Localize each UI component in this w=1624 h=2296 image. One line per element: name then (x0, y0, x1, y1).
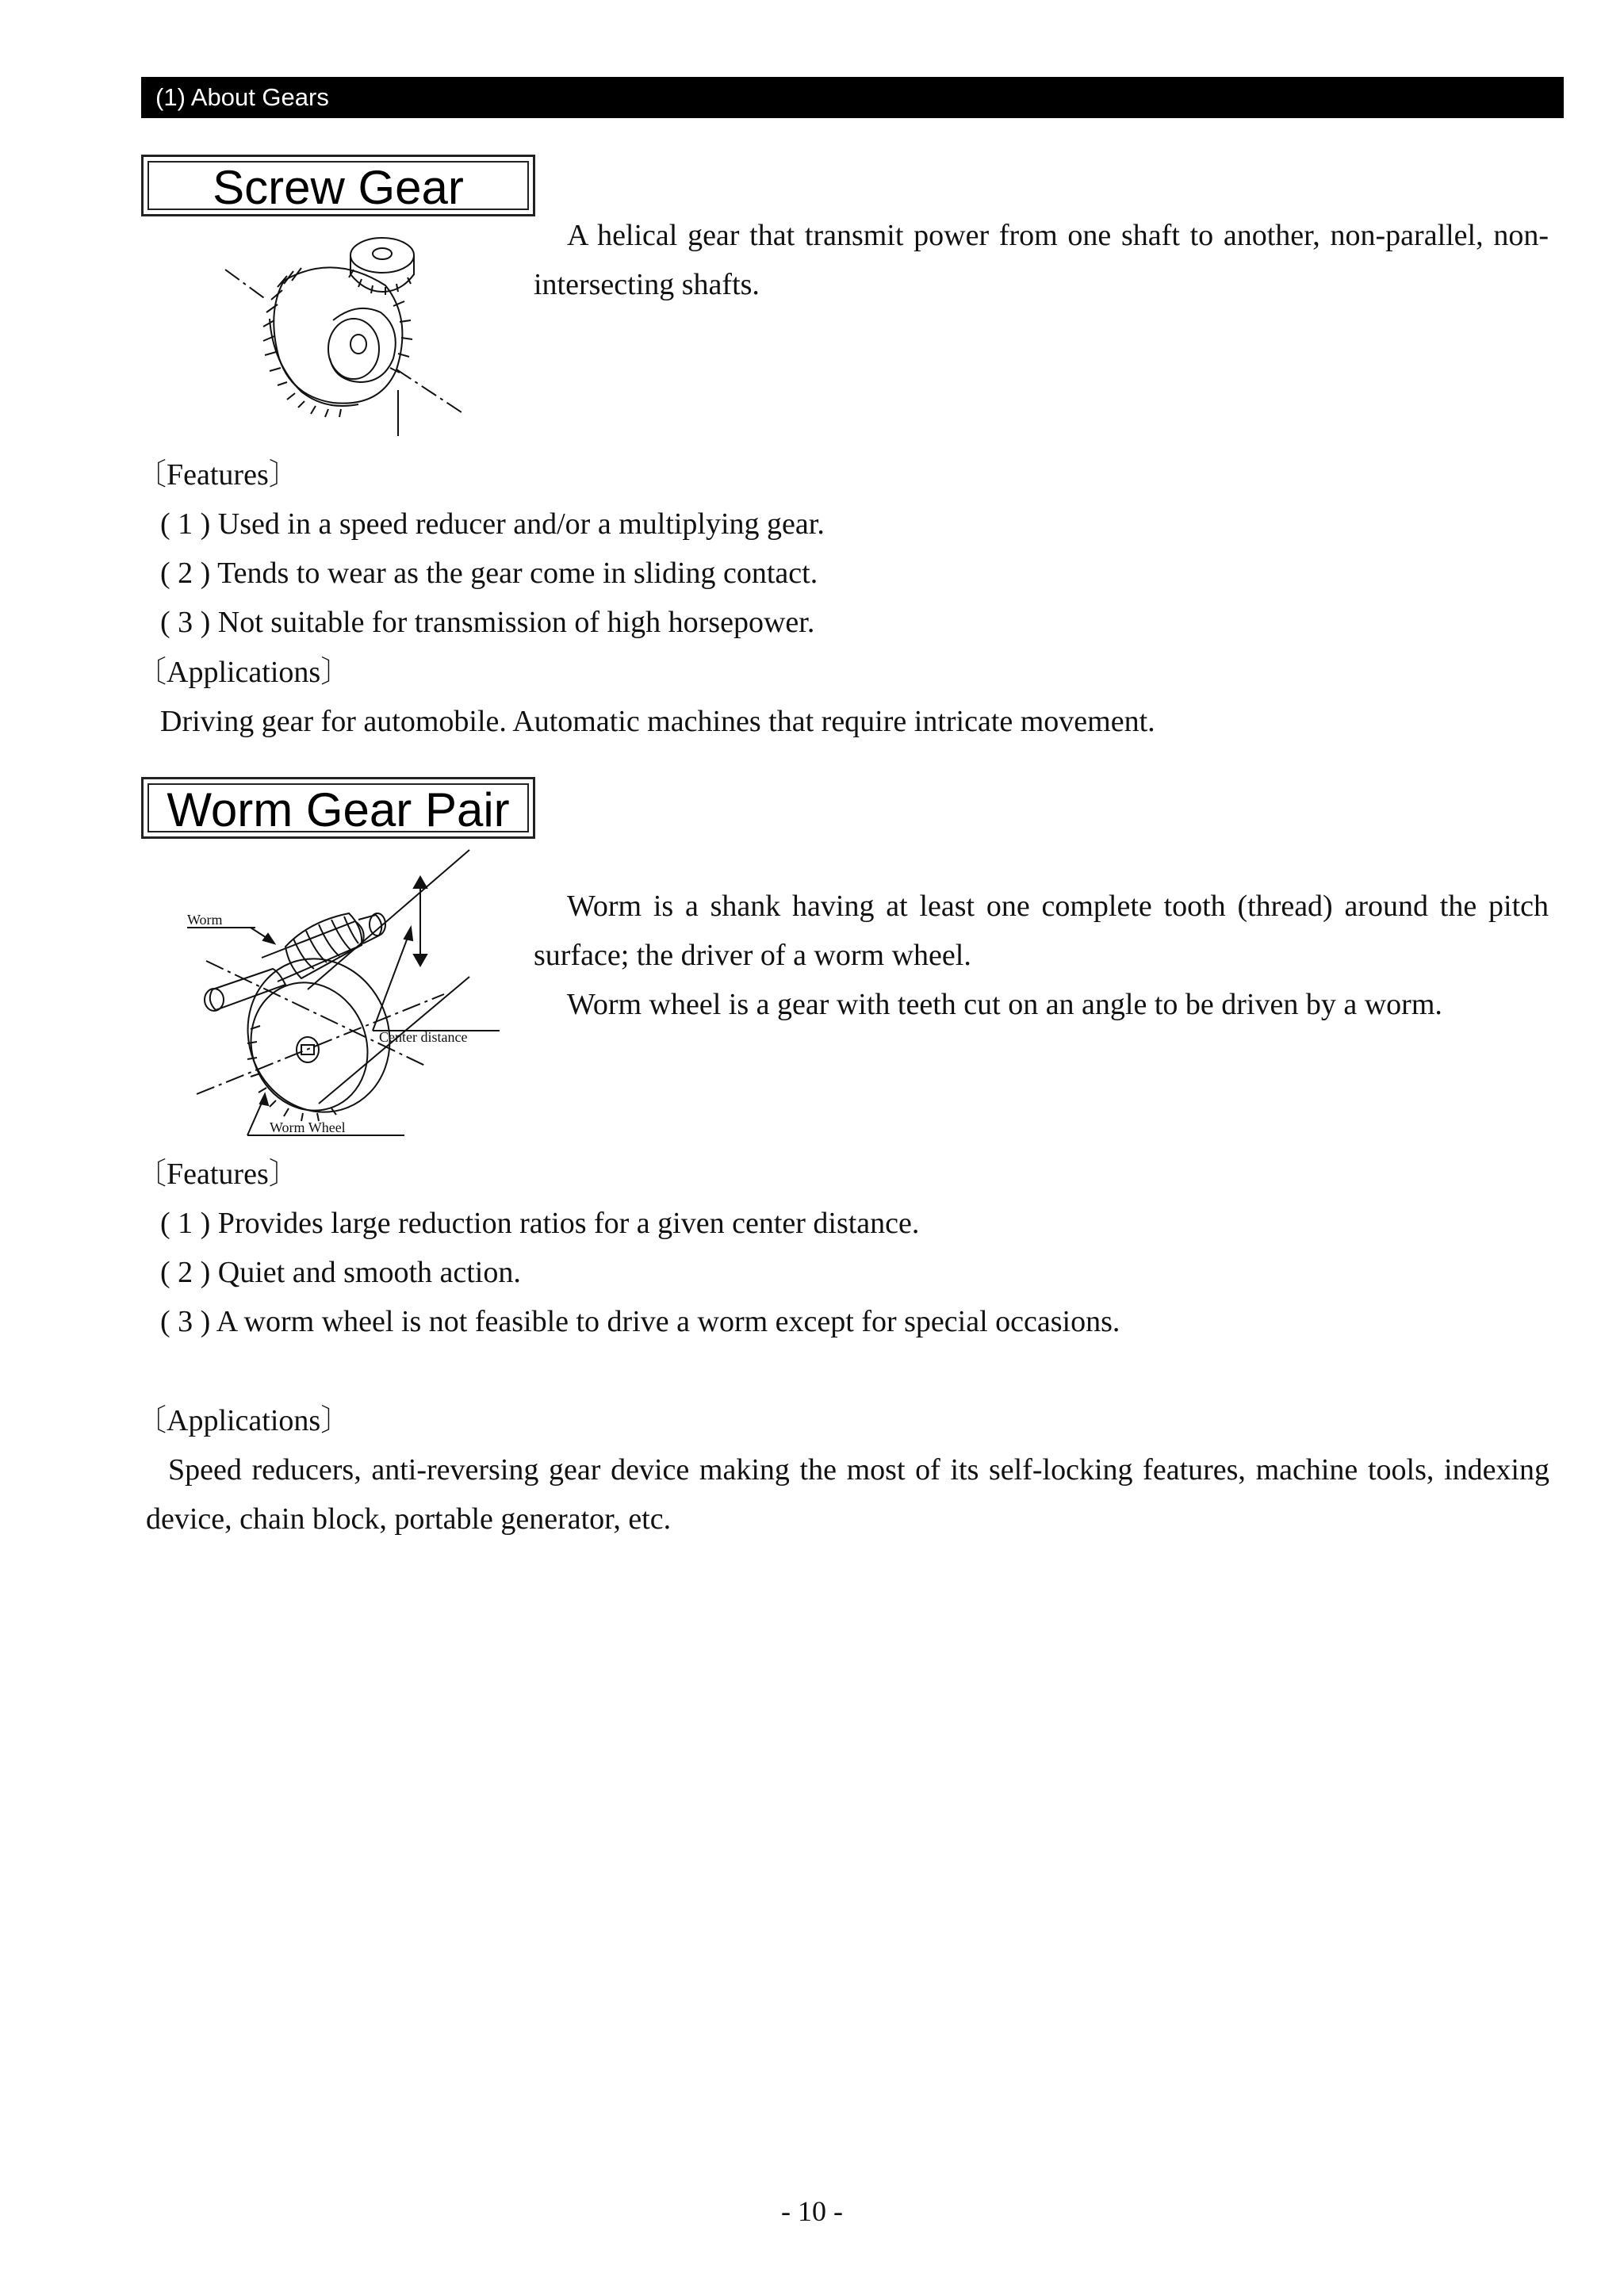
worm-gear-applications: Speed reducers, anti-reversing gear device making the most of its self-locking features, machine tools, indexing device, chain block, portable generator, etc. (146, 1453, 1549, 1536)
worm-gear-title-box (141, 777, 535, 839)
worm-label: Worm (187, 912, 223, 928)
worm-gear-feature-3: ( 3 ) A worm wheel is not feasible to drive a worm except for special occasions. (160, 1305, 1120, 1338)
worm-gear-applications-heading: 〔Applications〕 (136, 1404, 351, 1437)
worm-gear-description-2: Worm wheel is a gear with teeth cut on an angle to be driven by a worm. (567, 988, 1442, 1021)
screw-gear-features-heading: 〔Features〕 (136, 458, 299, 492)
section-header-label: (1) About Gears (155, 83, 329, 111)
screw-gear-applications-heading: 〔Applications〕 (136, 656, 351, 689)
screw-gear-feature-2: ( 2 ) Tends to wear as the gear come in sliding contact. (160, 557, 818, 590)
worm-gear-feature-2: ( 2 ) Quiet and smooth action. (160, 1256, 521, 1289)
worm-gear-features-heading: 〔Features〕 (136, 1158, 299, 1191)
worm-gear-description-1: Worm is a shank having at least one complete tooth (thread) around the pitch surface; the driver of a worm wheel. (534, 890, 1549, 972)
worm-wheel-label: Worm Wheel (270, 1119, 346, 1135)
worm-gear-feature-1: ( 1 ) Provides large reduction ratios for a given center distance. (160, 1207, 920, 1240)
worm-gear-illustration (174, 842, 508, 1143)
screw-gear-title: Screw Gear (213, 161, 464, 214)
center-distance-label: Center distance (379, 1029, 468, 1045)
screw-gear-feature-3: ( 3 ) Not suitable for transmission of high horsepower. (160, 606, 815, 639)
screw-gear-feature-1: ( 1 ) Used in a speed reducer and/or a multiplying gear. (160, 507, 825, 541)
worm-gear-title: Worm Gear Pair (167, 783, 510, 836)
screw-gear-illustration (214, 224, 484, 461)
screw-gear-description: A helical gear that transmit power from one shaft to another, non-parallel, non-intersecting shafts. (534, 219, 1549, 301)
page-number: - 10 - (781, 2195, 843, 2227)
screw-gear-applications: Driving gear for automobile. Automatic machines that require intricate movement. (160, 705, 1155, 738)
screw-gear-title-box (141, 155, 535, 216)
section-header-bar (141, 77, 1564, 118)
